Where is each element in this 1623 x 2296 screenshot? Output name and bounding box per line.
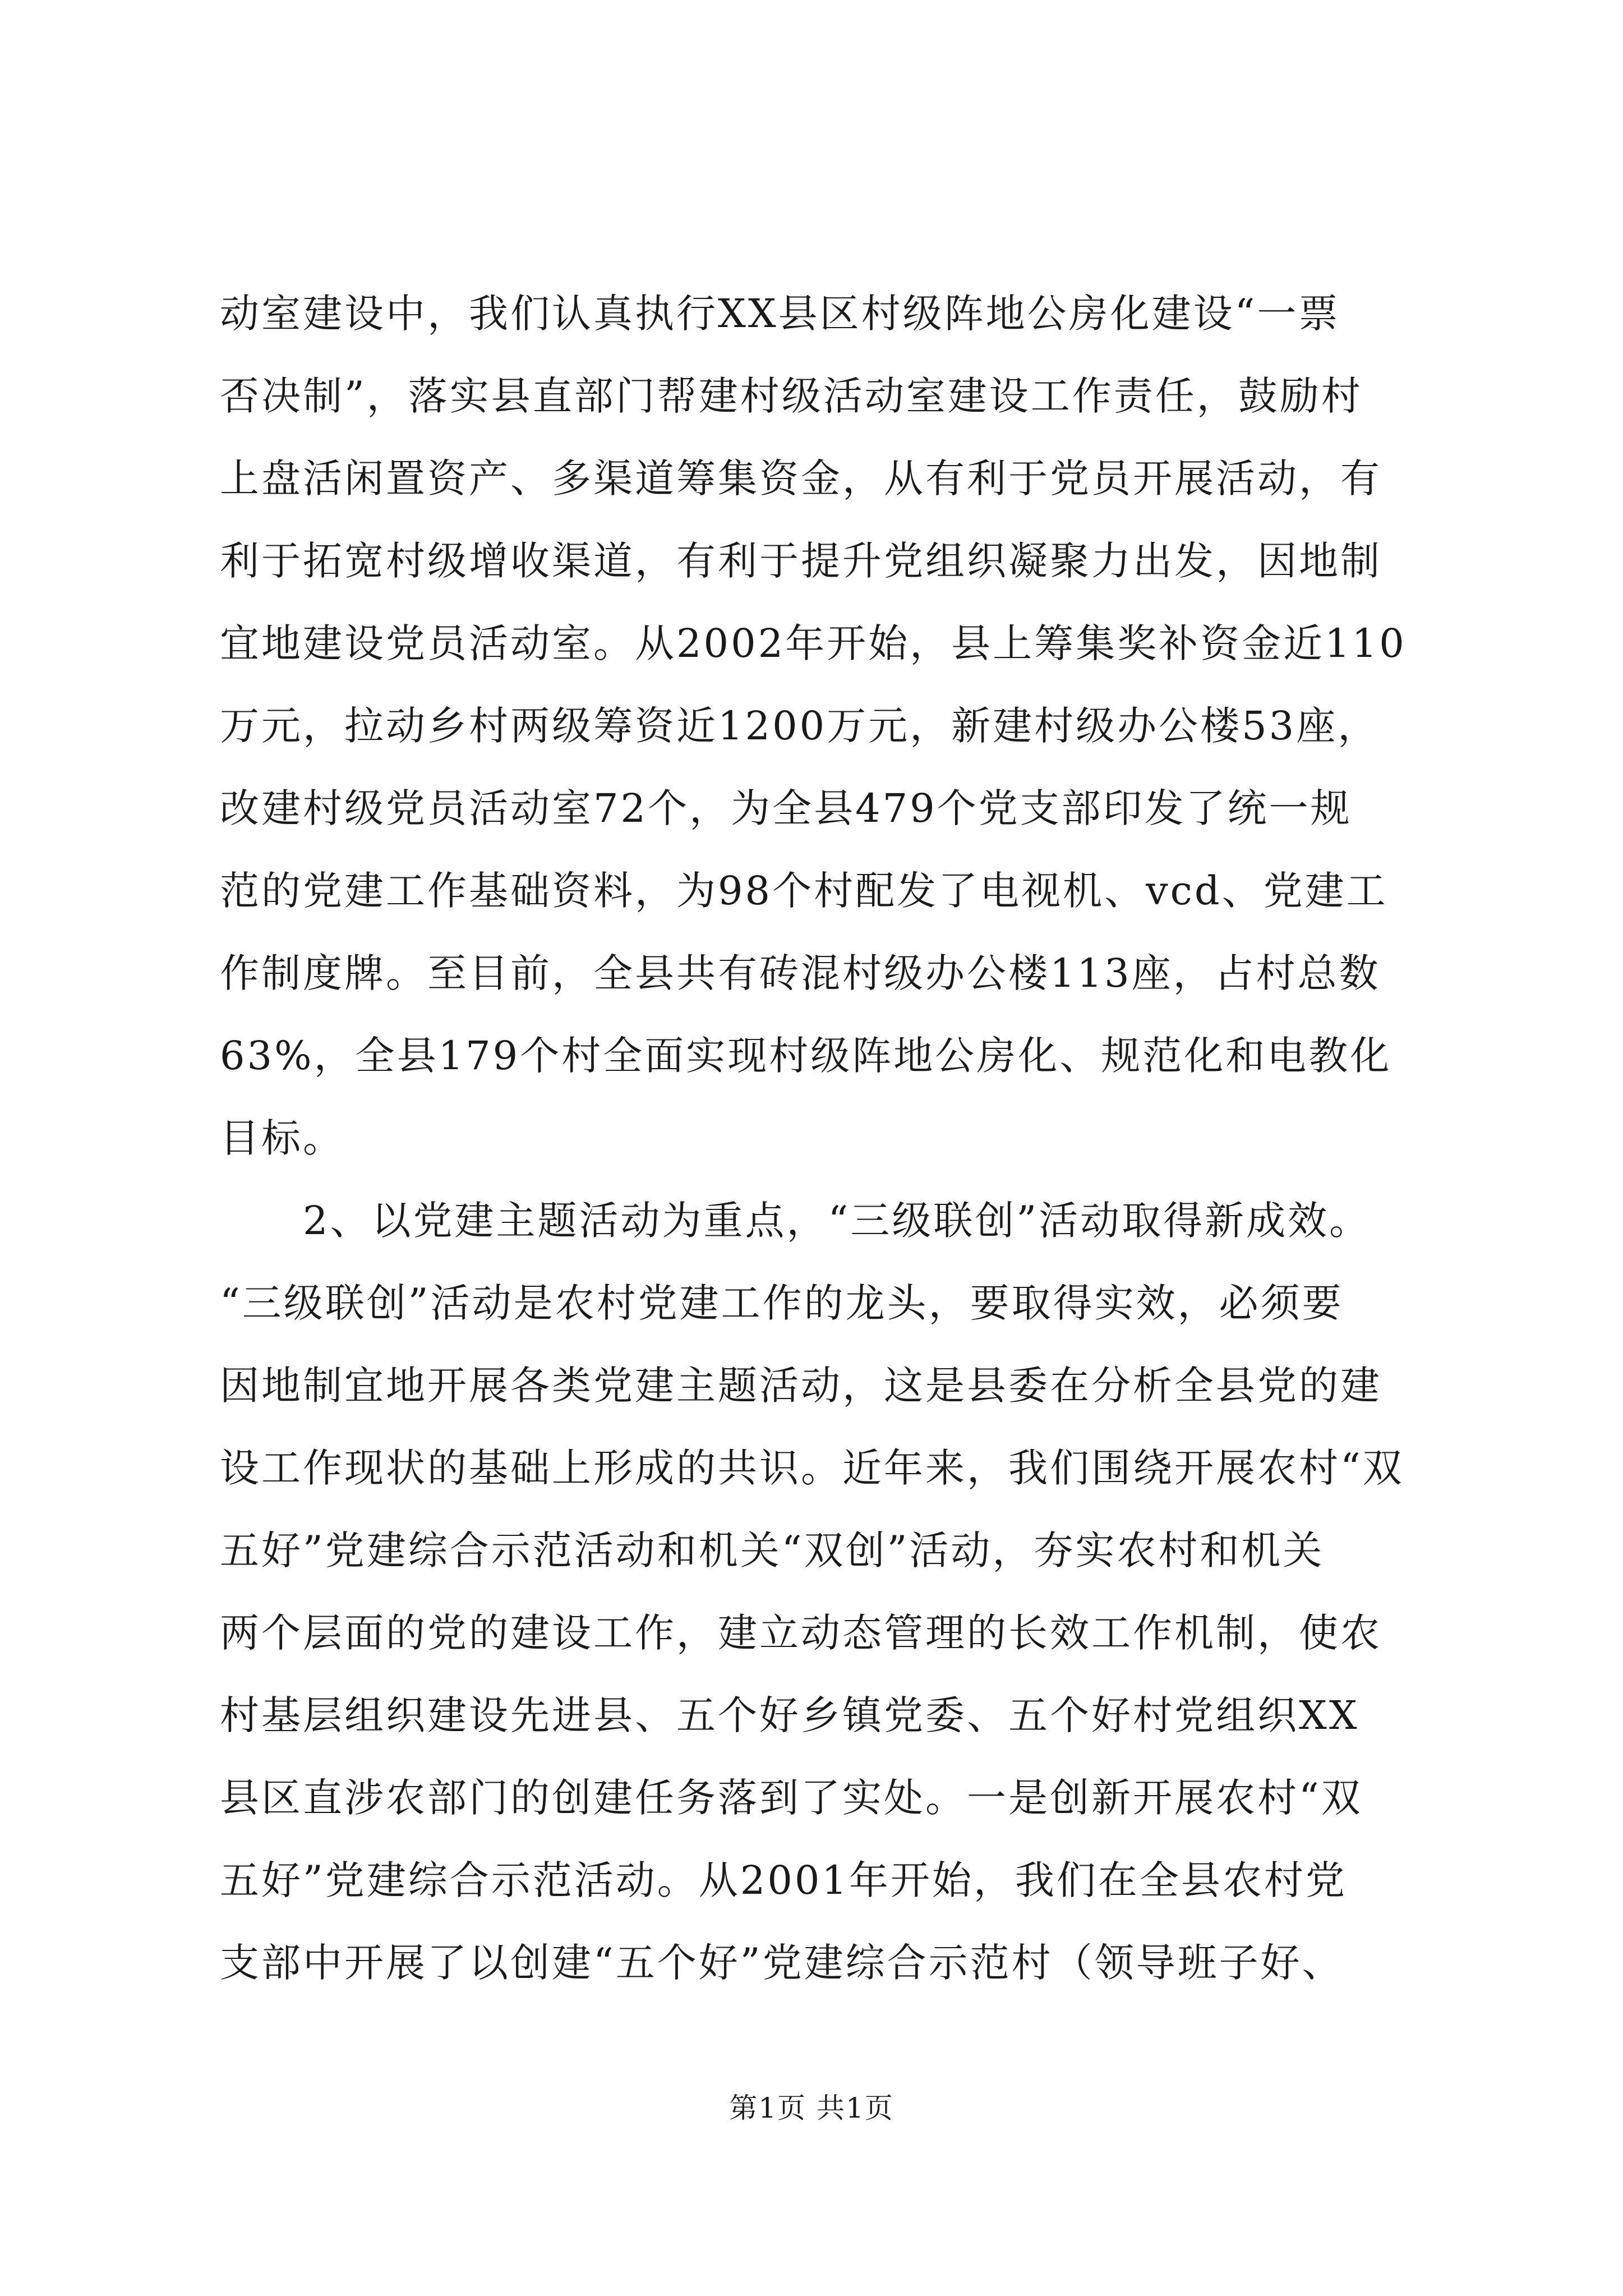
text-line: 63%，全县179个村全面实现村级阵地公房化、规范化和电教化 — [220, 1033, 1392, 1079]
text-line: 县区直涉农部门的创建任务落到了实处。一是创新开展农村“双 — [220, 1775, 1363, 1821]
text-line: 支部中开展了以创建“五个好”党建综合示范村（领导班子好、 — [220, 1940, 1344, 1986]
text-line: 村基层组织建设先进县、五个好乡镇党委、五个好村党组织XX — [220, 1692, 1359, 1738]
text-line: 改建村级党员活动室72个，为全县479个党支部印发了统一规 — [220, 785, 1352, 831]
text-line: 两个层面的党的建设工作，建立动态管理的长效工作机制，使农 — [220, 1610, 1382, 1656]
text-line: 否决制”，落实县直部门帮建村级活动室建设工作责任，鼓励村 — [220, 373, 1363, 419]
body-text — [220, 273, 1412, 2004]
text-line: 万元，拉动乡村两级筹资近1200万元，新建村级办公楼53座， — [220, 703, 1380, 749]
text-line: 五好”党建综合示范活动和机关“双创”活动，夯实农村和机关 — [220, 1527, 1325, 1573]
paragraph-heading-line: 2、以党建主题活动为重点，“三级联创”活动取得新成效。 — [303, 1198, 1371, 1244]
text-line: 上盘活闲置资产、多渠道筹集资金，从有利于党员开展活动，有 — [220, 455, 1382, 501]
text-line: 利于拓宽村级增收渠道，有利于提升党组织凝聚力出发，因地制 — [220, 538, 1382, 584]
page-number-label: 第1页 共1页 — [729, 2092, 894, 2124]
text-line: 目标。 — [220, 1115, 344, 1161]
page-footer — [0, 2086, 1623, 2126]
text-line: “三级联创”活动是农村党建工作的龙头，要取得实效，必须要 — [220, 1280, 1344, 1326]
text-line: 五好”党建综合示范活动。从2001年开始，我们在全县农村党 — [220, 1857, 1347, 1903]
text-line: 动室建设中，我们认真执行XX县区村级阵地公房化建设“一票 — [220, 291, 1340, 337]
text-line: 因地制宜地开展各类党建主题活动，这是县委在分析全县党的建 — [220, 1363, 1382, 1409]
text-line: 宜地建设党员活动室。从2002年开始，县上筹集奖补资金近110 — [220, 620, 1407, 666]
text-line: 作制度牌。至目前，全县共有砖混村级办公楼113座，占村总数 — [220, 950, 1381, 996]
text-line: 范的党建工作基础资料，为98个村配发了电视机、vcd、党建工 — [220, 868, 1388, 914]
text-line: 设工作现状的基础上形成的共识。近年来，我们围绕开展农村“双 — [220, 1445, 1404, 1491]
